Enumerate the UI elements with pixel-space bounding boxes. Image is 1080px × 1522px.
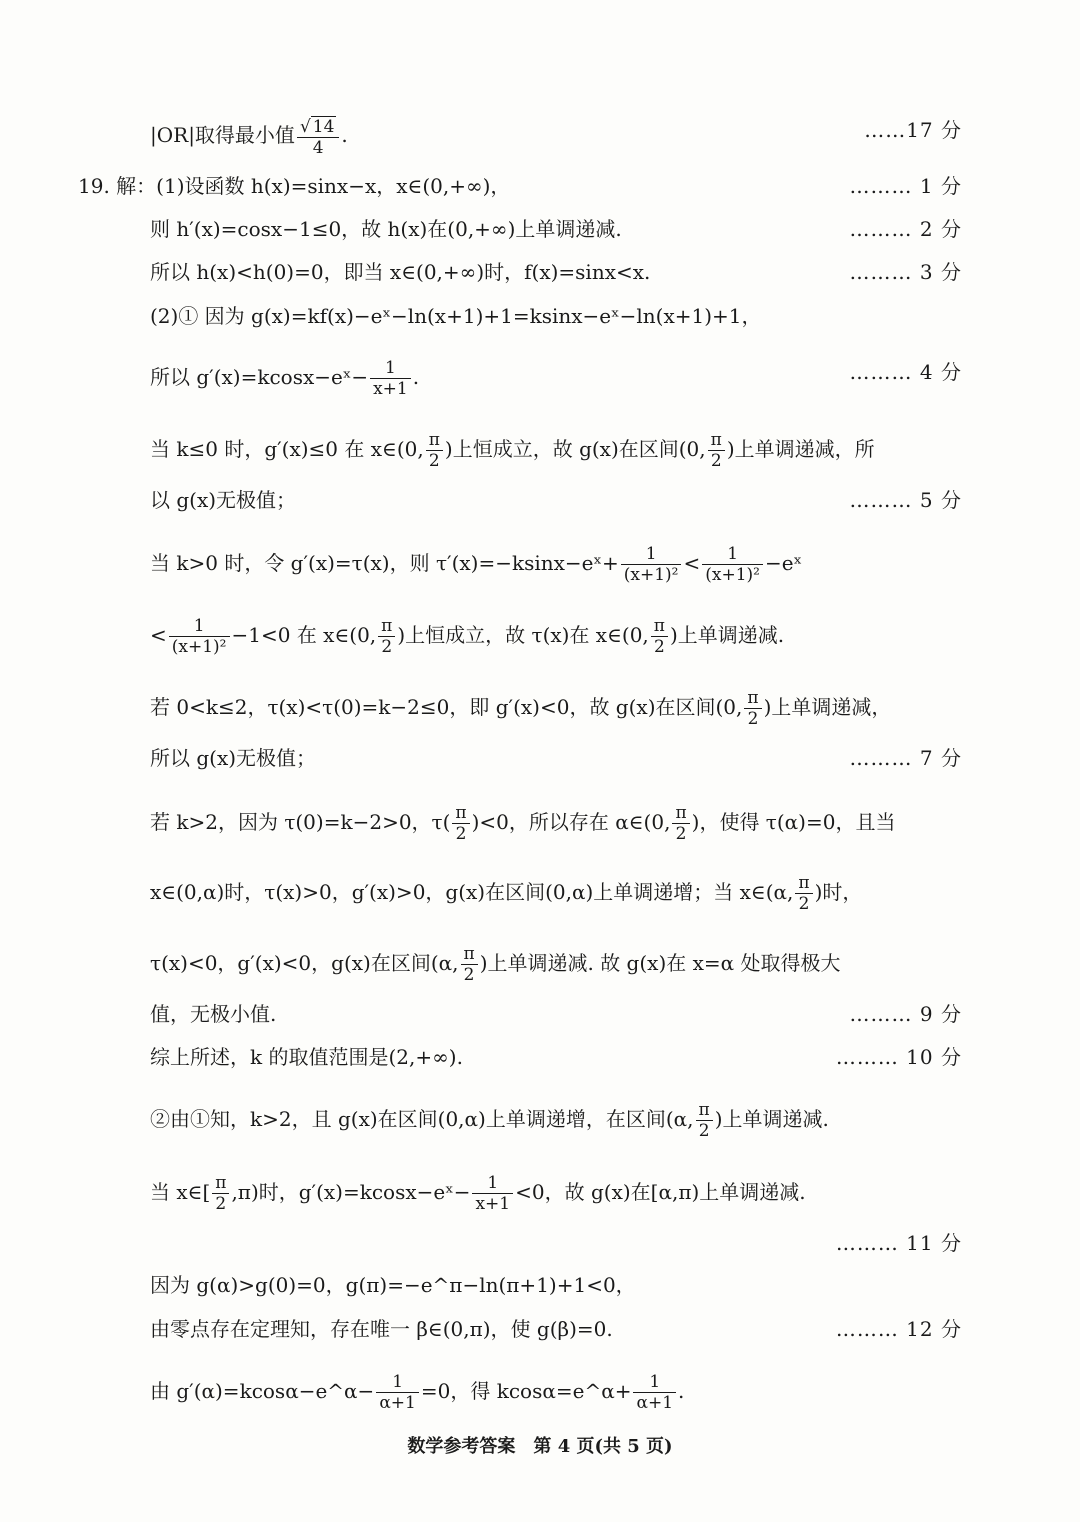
fraction	[744, 688, 761, 729]
numerator: π	[696, 1100, 713, 1121]
line-20	[150, 1271, 962, 1299]
numerator: π	[378, 616, 395, 637]
denominator: 2	[463, 965, 475, 985]
line-17	[150, 1100, 962, 1141]
score: ……17 分	[864, 118, 962, 142]
denominator: 2	[428, 451, 440, 471]
text: )上单调递减.	[669, 623, 785, 647]
numerator: 1	[472, 1173, 513, 1194]
denominator: 2	[747, 709, 759, 729]
text: <0，故 g(x)在[α,π)上单调递减.	[515, 1180, 806, 1204]
text: )上单调递减. 故 g(x)在 x=α 处取得极大	[479, 951, 841, 975]
text: 因为 g(α)>g(0)=0，g(π)=−e^π−ln(π+1)+1<0，	[150, 1273, 636, 1297]
denominator: 2	[653, 637, 665, 657]
text: 所以 g′(x)=kcosx−eˣ−	[150, 365, 369, 389]
line-15	[150, 1000, 962, 1028]
denominator: 4	[312, 137, 324, 158]
denominator: α+1	[636, 1393, 674, 1413]
fraction	[651, 616, 668, 657]
text: )上单调递减，	[763, 695, 892, 719]
text: 若 0<k≤2，τ(x)<τ(0)=k−2≤0，即 g′(x)<0，故 g(x)在区间(0,	[150, 695, 743, 719]
text: 19. 解：(1)设函数 h(x)=sinx−x，x∈(0,+∞)，	[78, 174, 511, 198]
numerator: 1	[370, 358, 411, 379]
numerator: π	[212, 1173, 229, 1194]
numerator: 1	[702, 544, 763, 565]
score: ……… 1 分	[849, 174, 962, 198]
fraction	[169, 616, 230, 657]
text: ②由①知，k>2，且 g(x)在区间(0,α)上单调递增，在区间(α,	[150, 1107, 694, 1131]
fraction	[452, 803, 469, 844]
denominator: 2	[798, 894, 810, 914]
fraction	[461, 944, 478, 985]
fraction	[672, 803, 689, 844]
text: −eˣ	[764, 551, 803, 575]
denominator: 2	[710, 451, 722, 471]
line-2	[150, 215, 962, 243]
score: ……… 3 分	[849, 260, 962, 284]
numerator: π	[461, 944, 478, 965]
fraction	[795, 873, 812, 914]
text: <	[683, 551, 701, 575]
text: 由 g′(α)=kcosα−e^α−	[150, 1379, 375, 1403]
line-or-min	[150, 116, 962, 158]
line-8	[150, 544, 962, 585]
fraction	[212, 1173, 229, 1214]
fraction	[633, 1372, 676, 1413]
numerator: 1	[376, 1372, 419, 1393]
line-4	[150, 302, 962, 330]
denominator: α+1	[379, 1393, 416, 1413]
line-18	[150, 1173, 962, 1214]
line-3	[150, 258, 962, 286]
text: )上单调递减，所	[726, 437, 875, 461]
line-16	[150, 1043, 962, 1071]
text: 当 k≤0 时，g′(x)≤0 在 x∈(0,	[150, 437, 424, 461]
line-11	[150, 744, 962, 772]
text: x∈(0,α)时，τ(x)>0，g′(x)>0，g(x)在区间(0,α)上单调递增；当 x∈(α,	[150, 880, 794, 904]
fraction	[376, 1372, 419, 1413]
denominator: 2	[675, 824, 687, 844]
text: τ(x)<0，g′(x)<0，g(x)在区间(α,	[150, 951, 459, 975]
text: =0，得 kcosα=e^α+	[420, 1379, 632, 1403]
text: 所以 g(x)无极值；	[150, 746, 317, 770]
text: 当 k>0 时，令 g′(x)=τ(x)，则 τ′(x)=−ksinx−eˣ+	[150, 551, 619, 575]
text: )时，	[814, 880, 863, 904]
denominator: x+1	[373, 379, 408, 399]
score: ……… 12 分	[835, 1317, 962, 1341]
text: <	[150, 623, 167, 647]
text: |OR|取得最小值	[150, 123, 295, 148]
score: ……… 10 分	[835, 1045, 962, 1069]
numerator: π	[795, 873, 812, 894]
text: 所以 h(x)<h(0)=0，即当 x∈(0,+∞)时，f(x)=sinx<x.	[150, 260, 651, 284]
numerator: π	[651, 616, 668, 637]
text: (2)① 因为 g(x)=kf(x)−eˣ−ln(x+1)+1=ksinx−eˣ−ln(x+1)+1，	[150, 304, 762, 328]
line-22	[150, 1372, 962, 1413]
text: 以 g(x)无极值；	[150, 488, 297, 512]
fraction: $\frac{√ 14}{4}$	[297, 116, 339, 158]
line-q19	[78, 172, 962, 200]
fraction	[370, 358, 411, 399]
score: ……… 2 分	[849, 217, 962, 241]
text: ,π)时，g′(x)=kcosx−eˣ−	[231, 1180, 471, 1204]
line-12	[150, 803, 962, 844]
denominator: x+1	[475, 1194, 511, 1214]
denominator: (x+1)²	[623, 565, 679, 585]
denominator: 2	[455, 824, 467, 844]
numerator: π	[426, 430, 443, 451]
text: .	[412, 365, 420, 389]
text: 值，无极小值.	[150, 1002, 277, 1026]
text: )上恒成立，故 g(x)在区间(0,	[444, 437, 706, 461]
numerator: 1	[633, 1372, 676, 1393]
score: ……… 4 分	[849, 360, 962, 384]
text: 综上所述，k 的取值范围是(2,+∞).	[150, 1045, 463, 1069]
fraction	[696, 1100, 713, 1141]
text: )上恒成立，故 τ(x)在 x∈(0,	[397, 623, 649, 647]
fraction	[472, 1173, 513, 1214]
text: )，使得 τ(α)=0，且当	[691, 810, 896, 834]
denominator: (x+1)²	[171, 637, 227, 657]
score: ……… 7 分	[849, 746, 962, 770]
numerator: π	[708, 430, 725, 451]
numerator: π	[672, 803, 689, 824]
line-13	[150, 873, 962, 914]
denominator: (x+1)²	[705, 565, 760, 585]
fraction	[708, 430, 725, 471]
page-footer: 数学参考答案 第 4 页(共 5 页)	[407, 1436, 673, 1457]
fraction	[378, 616, 395, 657]
text: −1<0 在 x∈(0,	[231, 623, 377, 647]
numerator: 1	[169, 616, 230, 637]
line-9	[150, 616, 962, 657]
radicand: 14	[312, 116, 335, 137]
line-6	[150, 430, 962, 471]
text: .	[678, 1379, 685, 1403]
numerator: 1	[621, 544, 682, 565]
line-14	[150, 944, 962, 985]
fraction	[426, 430, 443, 471]
line-10	[150, 688, 962, 729]
denominator: 2	[381, 637, 393, 657]
text: 当 x∈[	[150, 1180, 211, 1204]
score: ……… 9 分	[849, 1002, 962, 1026]
score: ……… 11 分	[835, 1231, 962, 1255]
line-21	[150, 1315, 962, 1343]
text: )上单调递减.	[714, 1107, 829, 1131]
line-7	[150, 486, 962, 514]
denominator: 2	[215, 1194, 227, 1214]
text: 由零点存在定理知，存在唯一 β∈(0,π)，使 g(β)=0.	[150, 1317, 613, 1341]
numerator: π	[452, 803, 469, 824]
text: .	[341, 123, 348, 148]
numerator: π	[744, 688, 761, 709]
text: 则 h′(x)=cosx−1≤0，故 h(x)在(0,+∞)上单调递减.	[150, 217, 622, 241]
text: 若 k>2，因为 τ(0)=k−2>0，τ(	[150, 810, 451, 834]
score: ……… 5 分	[849, 488, 962, 512]
fraction	[702, 544, 763, 585]
denominator: 2	[698, 1121, 710, 1141]
line-5	[150, 358, 962, 399]
text: )<0，所以存在 α∈(0,	[471, 810, 671, 834]
fraction	[621, 544, 682, 585]
